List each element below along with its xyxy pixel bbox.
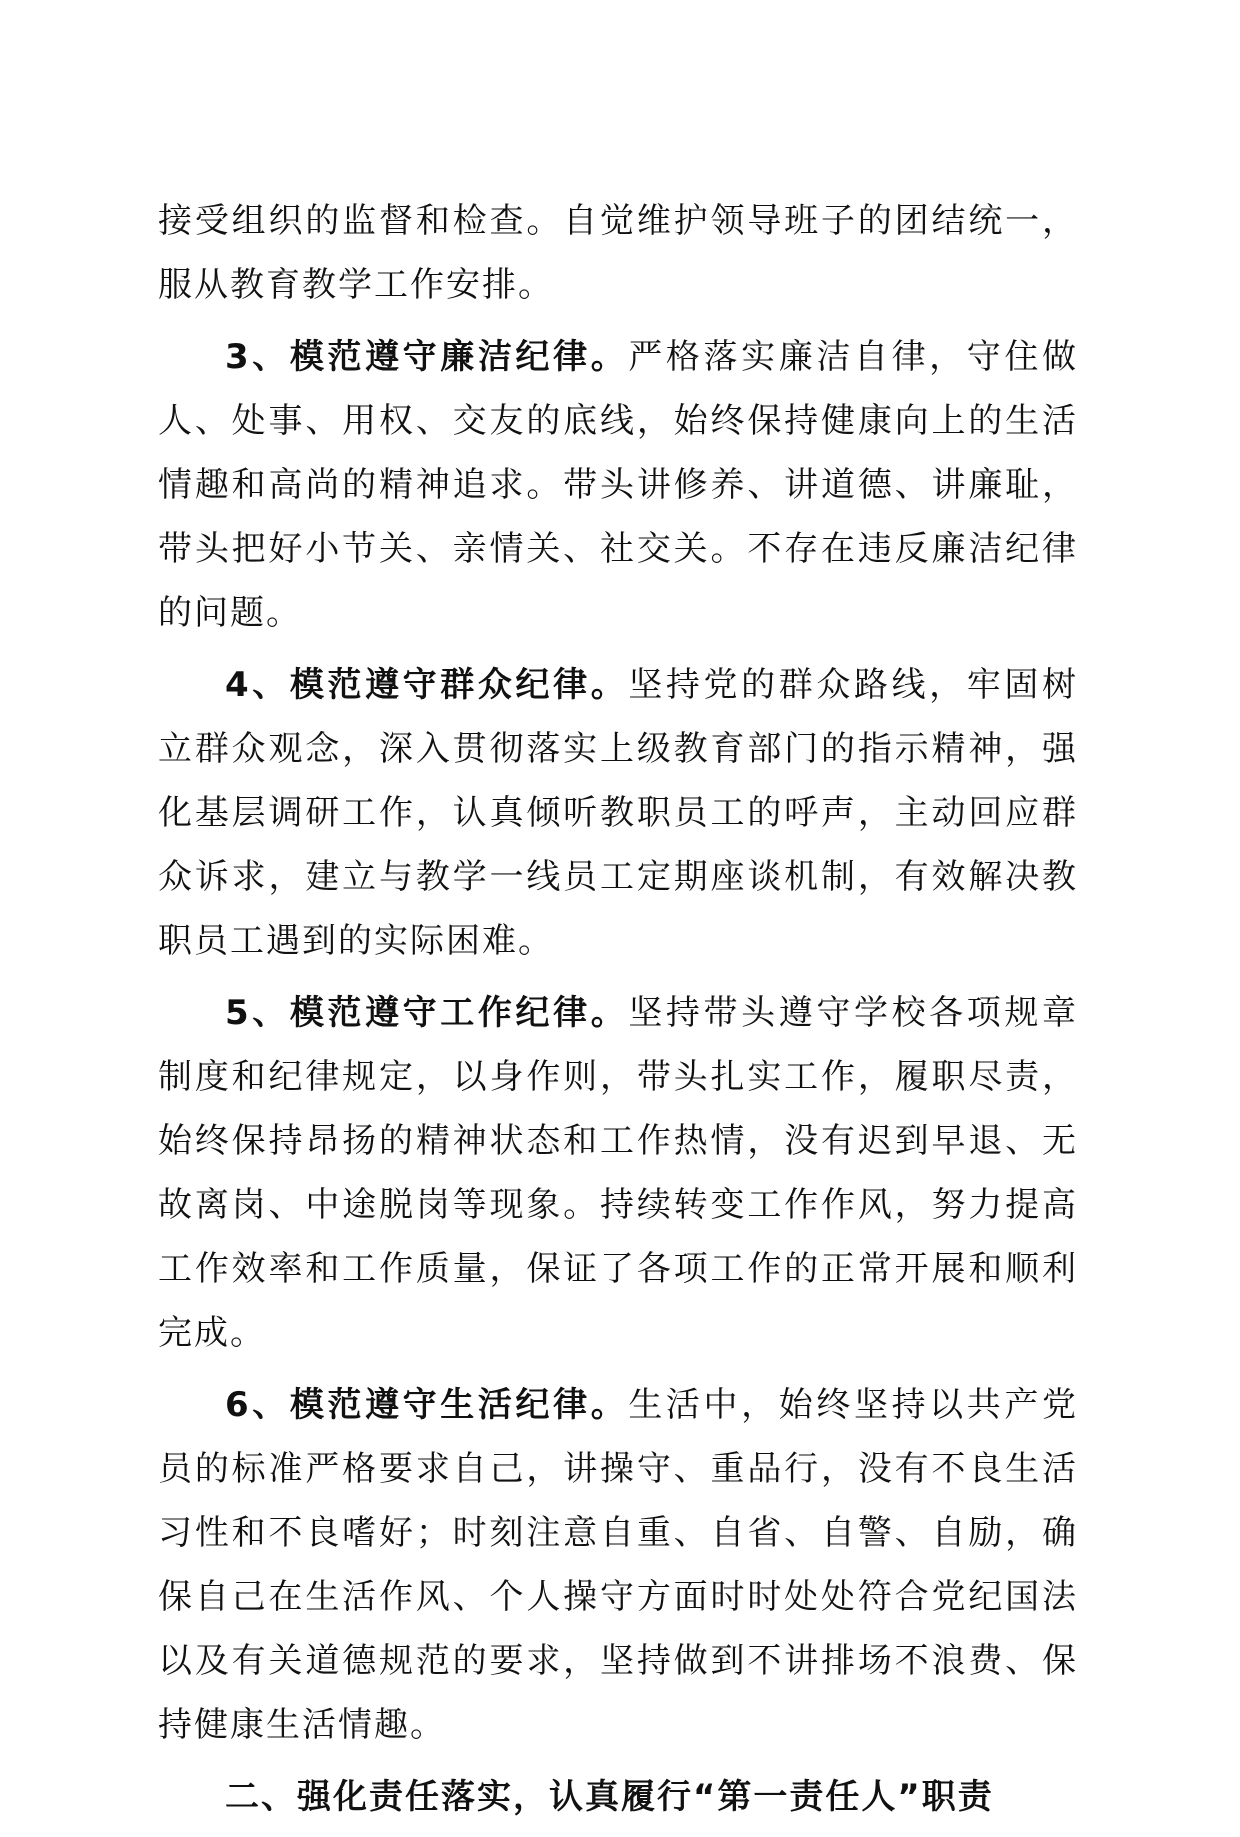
- paragraph-lead: 6、模范遵守生活纪律。: [225, 1385, 629, 1425]
- paragraph-lead: 5、模范遵守工作纪律。: [225, 993, 629, 1033]
- document-page: [158, 189, 1078, 1837]
- paragraph-text: 接受组织的监督和检查。自觉维护领导班子的团结统一，服从教育教学工作安排。: [158, 201, 1078, 305]
- paragraph-text: 坚持党的群众路线，牢固树立群众观念，深入贯彻落实上级教育部门的指示精神，强化基层调研工作，认真倾听教职员工的呼声，主动回应群众诉求，建立与教学一线员工定期座谈机制，有效解决教职员工遇到的实际困难。: [158, 665, 1078, 961]
- paragraph-mass-discipline: [158, 653, 1078, 973]
- section-heading: 二、强化责任落实，认真履行“第一责任人”职责: [225, 1777, 994, 1817]
- paragraph-text: 严格落实廉洁自律，守住做人、处事、用权、交友的底线，始终保持健康向上的生活情趣和高尚的精神追求。带头讲修养、讲道德、讲廉耻，带头把好小节关、亲情关、社交关。不存在违反廉洁纪律的问题。: [158, 337, 1078, 633]
- paragraph-lead: 4、模范遵守群众纪律。: [225, 665, 629, 705]
- paragraph-life-discipline: [158, 1373, 1078, 1757]
- paragraph-text: 坚持带头遵守学校各项规章制度和纪律规定，以身作则，带头扎实工作，履职尽责，始终保持昂扬的精神状态和工作热情，没有迟到早退、无故离岗、中途脱岗等现象。持续转变工作作风，努力提高工作效率和工作质量，保证了各项工作的正常开展和顺利完成。: [158, 993, 1078, 1353]
- paragraph-integrity-discipline: [158, 325, 1078, 645]
- paragraph-text: 生活中，始终坚持以共产党员的标准严格要求自己，讲操守、重品行，没有不良生活习性和不良嗜好；时刻注意自重、自省、自警、自励，确保自己在生活作风、个人操守方面时时处处符合党纪国法以及有关道德规范的要求，坚持做到不讲排场不浪费、保持健康生活情趣。: [158, 1385, 1078, 1745]
- paragraph-work-discipline: [158, 981, 1078, 1365]
- paragraph-lead: 3、模范遵守廉洁纪律。: [225, 337, 629, 377]
- paragraph-continuation: [158, 189, 1078, 317]
